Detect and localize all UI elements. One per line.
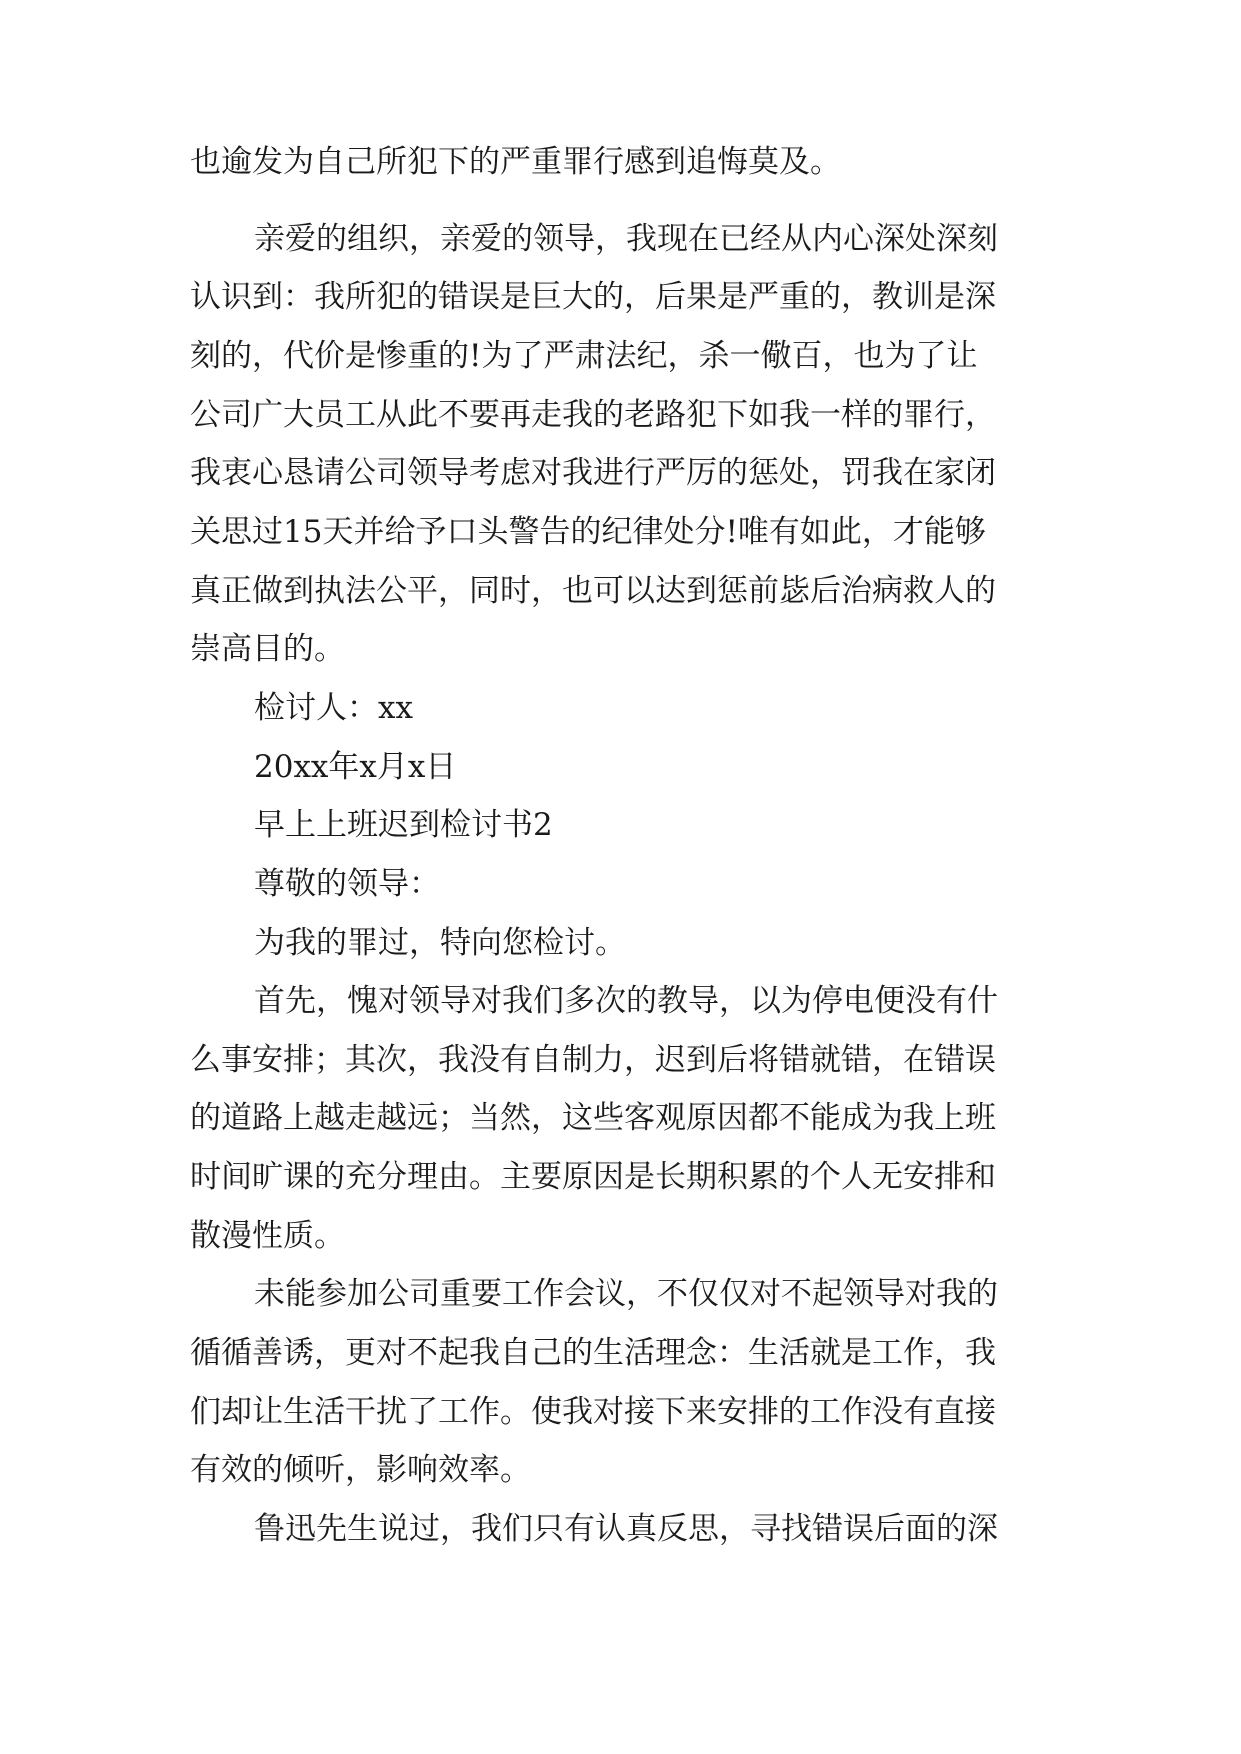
text-line: 公司广大员工从此不要再走我的老路犯下如我一样的罪行，	[190, 397, 996, 433]
text-line: 循循善诱，更对不起我自己的生活理念：生活就是工作，我	[190, 1335, 996, 1371]
text-line: 我衷心恳请公司领导考虑对我进行严厉的惩处，罚我在家闭	[190, 455, 996, 491]
paragraph-line: 未能参加公司重要工作会议，不仅仅对不起领导对我的	[254, 1276, 998, 1312]
paragraph-line: 为我的罪过，特向您检讨。	[254, 925, 626, 961]
signature-label: 检讨人：xx	[254, 690, 413, 726]
text-line: 时间旷课的充分理由。主要原因是长期积累的个人无安排和	[190, 1159, 996, 1195]
text-line: 认识到：我所犯的错误是巨大的，后果是严重的，教训是深	[190, 279, 996, 315]
paragraph-line: 首先，愧对领导对我们多次的教导，以为停电便没有什	[254, 983, 998, 1019]
text-line: 崇高目的。	[190, 631, 345, 667]
text-line: 散漫性质。	[190, 1218, 345, 1254]
text-line: 也逾发为自己所犯下的严重罪行感到追悔莫及。	[190, 144, 841, 180]
paragraph-line: 鲁迅先生说过，我们只有认真反思，寻找错误后面的深	[254, 1511, 998, 1547]
section-title: 早上上班迟到检讨书2	[254, 807, 553, 843]
paragraph-line: 亲爱的组织，亲爱的领导，我现在已经从内心深处深刻	[254, 221, 998, 257]
text-line: 关思过15天并给予口头警告的纪律处分!唯有如此，才能够	[190, 514, 986, 550]
text-line: 么事安排；其次，我没有自制力，迟到后将错就错，在错误	[190, 1042, 996, 1078]
text-line: 有效的倾听，影响效率。	[190, 1452, 531, 1488]
salutation: 尊敬的领导：	[254, 866, 440, 902]
text-line: 们却让生活干扰了工作。使我对接下来安排的工作没有直接	[190, 1394, 996, 1430]
text-line: 刻的，代价是惨重的!为了严肃法纪，杀一儆百，也为了让	[190, 338, 978, 374]
text-line: 的道路上越走越远；当然，这些客观原因都不能成为我上班	[190, 1100, 996, 1136]
signature-date: 20xx年x月x日	[254, 749, 457, 785]
text-line: 真正做到执法公平，同时，也可以达到惩前毖后治病救人的	[190, 573, 996, 609]
